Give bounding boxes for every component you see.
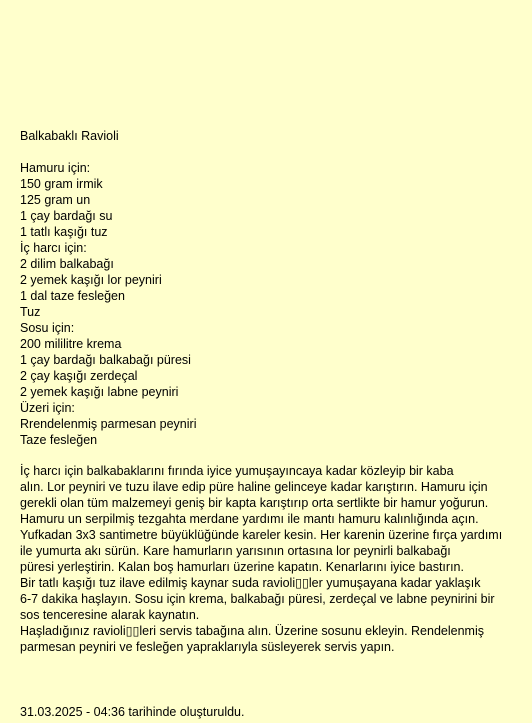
- instruction-line: püresi yerleştirin. Kalan boş hamurları üzerine kapatın. Kenarlarını iyice bastırın.: [20, 560, 464, 574]
- instructions-text: [20, 463, 520, 655]
- instruction-line: Yufkadan 3x3 santimetre büyüklüğünde kareler kesin. Her karenin üzerine fırça yardımı: [20, 528, 503, 542]
- instruction-line: sos tenceresine alarak kaynatın.: [20, 608, 200, 622]
- ingredient-line: 2 çay kaşığı zerdeçal: [20, 369, 138, 383]
- instruction-line: Bir tatlı kaşığı tuz ilave edilmiş kaynar suda ravioli▯▯ler yumuşayana kadar yaklaşık: [20, 576, 481, 590]
- ingredient-line: Tuz: [20, 305, 41, 319]
- instruction-line: ile yumurta akı sürün. Kare hamurların yarısının ortasına lor peynirli balkabağı: [20, 544, 451, 558]
- ingredient-line: 125 gram un: [20, 193, 91, 207]
- created-timestamp: 31.03.2025 - 04:36 tarihinde oluşturuldu.: [20, 705, 245, 719]
- ingredient-line: Sosu için:: [20, 321, 75, 335]
- instruction-line: parmesan peyniri ve fesleğen yapraklarıyla süsleyerek servis yapın.: [20, 640, 395, 654]
- ingredient-line: Taze fesleğen: [20, 433, 98, 447]
- ingredient-line: 2 yemek kaşığı labne peyniri: [20, 385, 179, 399]
- instruction-line: alın. Lor peyniri ve tuzu ilave edip püre haline gelinceye kadar karıştırın. Hamuru için: [20, 480, 488, 494]
- ingredient-line: Hamuru için:: [20, 161, 91, 175]
- ingredient-line: 1 çay bardağı balkabağı püresi: [20, 353, 191, 367]
- recipe-title: Balkabaklı Ravioli: [20, 129, 119, 143]
- instruction-line: Haşladığınız ravioli▯▯leri servis tabağına alın. Üzerine sosunu ekleyin. Rendelenmiş: [20, 624, 484, 638]
- ingredient-line: Üzeri için:: [20, 401, 75, 415]
- instruction-line: 6-7 dakika haşlayın. Sosu için krema, balkabağı püresi, zerdeçal ve labne peynirini bir: [20, 592, 495, 606]
- ingredient-line: 1 çay bardağı su: [20, 209, 113, 223]
- ingredients-list: [20, 160, 196, 448]
- ingredient-line: 200 mililitre krema: [20, 337, 122, 351]
- ingredient-line: Rrendelenmiş parmesan peyniri: [20, 417, 197, 431]
- instruction-line: gerekli olan tüm malzemeyi geniş bir kapta karıştırıp orta sertlikte bir hamur yoğurun.: [20, 496, 489, 510]
- instruction-line: İç harcı için balkabaklarını fırında iyice yumuşayıncaya kadar közleyip bir kaba: [20, 464, 454, 478]
- ingredient-line: 2 yemek kaşığı lor peyniri: [20, 273, 162, 287]
- instruction-line: Hamuru un serpilmiş tezgahta merdane yardımı ile mantı hamuru kalınlığında açın.: [20, 512, 479, 526]
- ingredient-line: 1 dal taze fesleğen: [20, 289, 125, 303]
- ingredient-line: 2 dilim balkabağı: [20, 257, 114, 271]
- ingredient-line: 150 gram irmik: [20, 177, 103, 191]
- ingredient-line: İç harcı için:: [20, 241, 87, 255]
- ingredient-line: 1 tatlı kaşığı tuz: [20, 225, 108, 239]
